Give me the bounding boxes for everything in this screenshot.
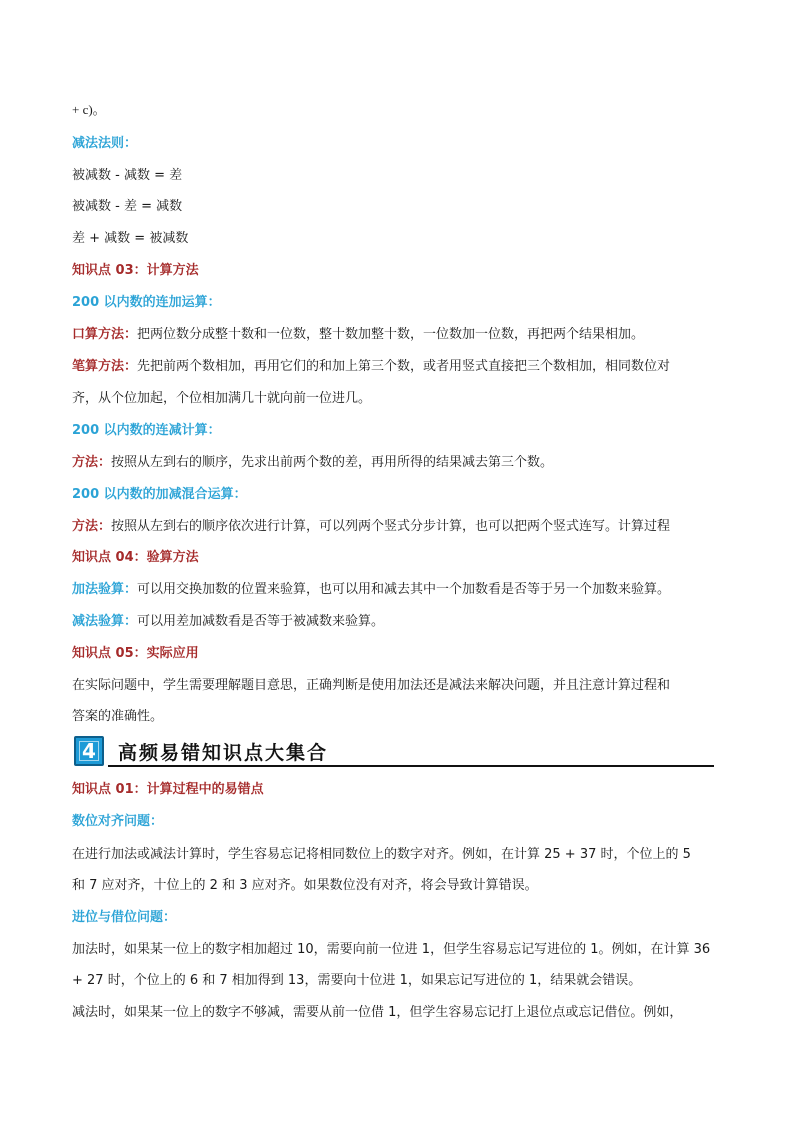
paragraph-line [72, 357, 670, 377]
paragraph-line: 齐，从个位加起，个位相加满几十就向前一位进几。 [72, 391, 372, 406]
rule-line: 被减数 - 减数 = 差 [72, 168, 183, 183]
paragraph-line: 和 7 应对齐，十位上的 2 和 3 应对齐。如果数位没有对齐，将会导致计算错误。 [72, 878, 538, 893]
paragraph-line [72, 453, 553, 473]
digit-alignment-heading: 数位对齐问题： [72, 814, 164, 829]
subtraction-check-label: 减法验算： [72, 614, 138, 629]
written-method-text: 先把前两个数相加，再用它们的和加上第三个数，或者用竖式直接把三个数相加，相同数位对 [137, 359, 671, 374]
paragraph-line [72, 612, 384, 632]
paragraph-line: 答案的准确性。 [72, 709, 164, 724]
knowledge-point-heading: 知识点 04：验算方法 [72, 550, 199, 565]
section-number-icon: 4 [74, 736, 104, 766]
oral-method-text: 把两位数分成整十数和一位数，整十数加整十数，一位数加一位数，再把两个结果相加。 [137, 327, 645, 342]
rule-line: 差 + 减数 = 被减数 [72, 231, 189, 246]
method-label: 方法： [72, 455, 112, 470]
section-divider [108, 765, 714, 767]
subtraction-rules-heading: 减法法则： [72, 136, 138, 151]
consecutive-addition-heading: 200 以内数的连加运算： [72, 295, 221, 310]
paragraph-line [72, 580, 670, 600]
paragraph-line [72, 517, 670, 537]
method-label: 方法： [72, 519, 112, 534]
section-title: 高频易错知识点大集合 [118, 742, 329, 764]
section-header [74, 736, 714, 768]
paragraph-line [72, 325, 644, 345]
paragraph-line: 在实际问题中，学生需要理解题目意思，正确判断是使用加法还是减法来解决问题，并且注意计算过程和 [72, 678, 671, 693]
subtraction-check-text: 可以用差加减数看是否等于被减数来验算。 [137, 614, 385, 629]
mixed-operations-heading: 200 以内数的加减混合运算： [72, 487, 247, 502]
addition-check-label: 加法验算： [72, 582, 138, 597]
oral-method-label: 口算方法： [72, 327, 138, 342]
text-line: + c)。 [72, 102, 106, 117]
method-text: 按照从左到右的顺序依次进行计算，可以列两个竖式分步计算，也可以把两个竖式连写。计算过程 [111, 519, 671, 534]
knowledge-point-heading: 知识点 05：实际应用 [72, 646, 199, 661]
paragraph-line: 减法时，如果某一位上的数字不够减，需要从前一位借 1，但学生容易忘记打上退位点或忘记借位。例如， [72, 1005, 683, 1020]
rule-line: 被减数 - 差 = 减数 [72, 199, 183, 214]
method-text: 按照从左到右的顺序，先求出前两个数的差，再用所得的结果减去第三个数。 [111, 455, 554, 470]
addition-check-text: 可以用交换加数的位置来验算，也可以用和减去其中一个加数看是否等于另一个加数来验算。 [137, 582, 671, 597]
knowledge-point-heading: 知识点 03：计算方法 [72, 263, 199, 278]
knowledge-point-heading: 知识点 01：计算过程中的易错点 [72, 782, 264, 797]
consecutive-subtraction-heading: 200 以内数的连减计算： [72, 423, 221, 438]
paragraph-line: + 27 时，个位上的 6 和 7 相加得到 13，需要向十位进 1，如果忘记写进位的 1，结果就会错误。 [72, 973, 642, 988]
written-method-label: 笔算方法： [72, 359, 138, 374]
carry-borrow-heading: 进位与借位问题： [72, 910, 177, 925]
paragraph-line: 加法时，如果某一位上的数字相加超过 10，需要向前一位进 1，但学生容易忘记写进位的 1。例如，在计算 36 [72, 942, 711, 957]
paragraph-line: 在进行加法或减法计算时，学生容易忘记将相同数位上的数字对齐。例如，在计算 25 + 37 时，个位上的 5 [72, 847, 691, 862]
